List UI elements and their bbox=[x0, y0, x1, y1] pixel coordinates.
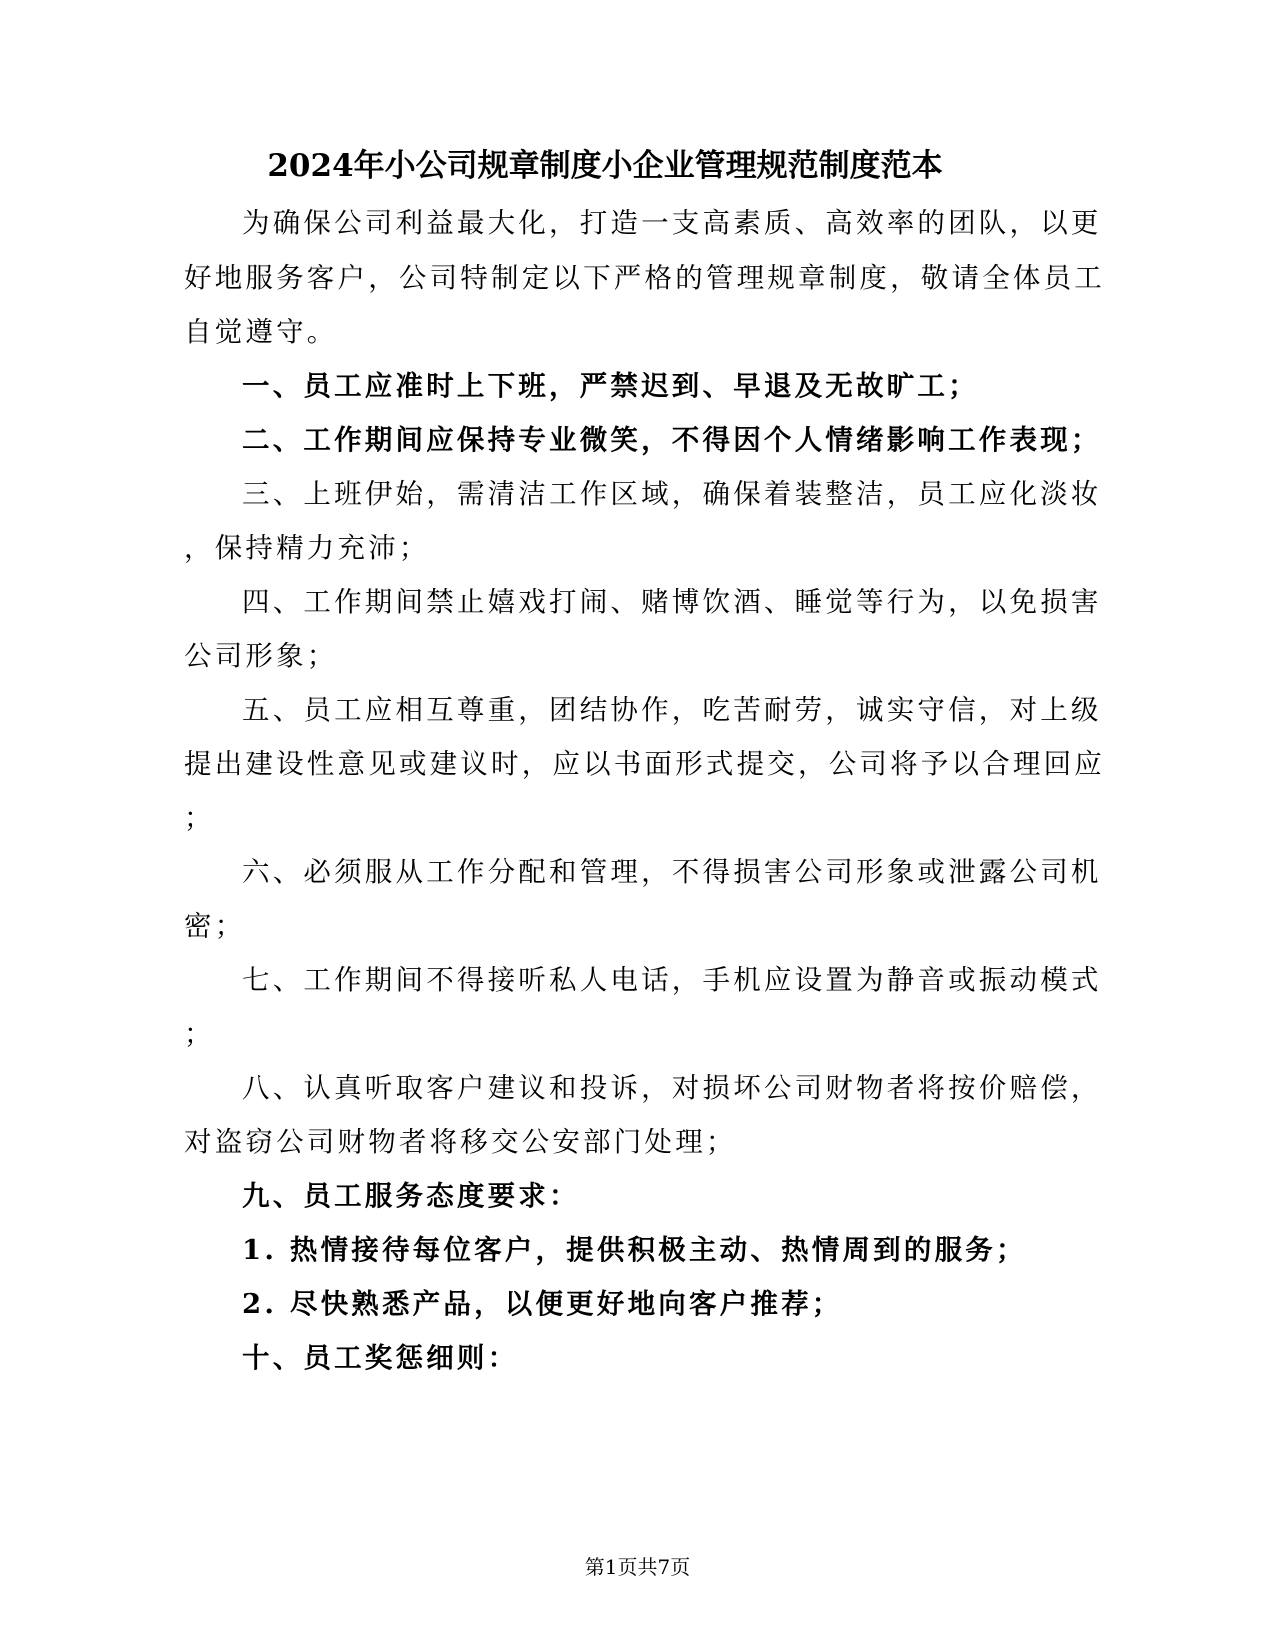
rule-9-item-2: 2. 尽快熟悉产品，以便更好地向客户推荐； bbox=[242, 1288, 843, 1320]
intro-line-3: 自觉遵守。 bbox=[184, 316, 338, 348]
page-number: 第1页共7页 bbox=[584, 1555, 691, 1579]
rule-7-line-1: 七、工作期间不得接听私人电话，手机应设置为静音或振动模式 bbox=[242, 964, 1102, 996]
rule-4-line-2: 公司形象； bbox=[184, 640, 338, 672]
rule-10-heading: 十、员工奖惩细则： bbox=[242, 1342, 519, 1374]
rule-1: 一、员工应准时上下班，严禁迟到、早退及无故旷工； bbox=[242, 370, 979, 402]
rule-9-heading: 九、员工服务态度要求： bbox=[242, 1180, 580, 1212]
rule-7-line-2: ； bbox=[184, 1018, 215, 1050]
intro-line-2: 好地服务客户，公司特制定以下严格的管理规章制度，敬请全体员工 bbox=[184, 262, 1105, 294]
rule-8-line-1: 八、认真听取客户建议和投诉，对损坏公司财物者将按价赔偿， bbox=[242, 1072, 1102, 1104]
rule-5-line-3: ； bbox=[184, 802, 215, 834]
rule-6-line-2: 密； bbox=[184, 910, 246, 942]
rule-8-line-2: 对盗窃公司财物者将移交公安部门处理； bbox=[184, 1126, 737, 1158]
page-title: 2024年小公司规章制度小企业管理规范制度范本 bbox=[267, 148, 943, 184]
rule-6-line-1: 六、必须服从工作分配和管理，不得损害公司形象或泄露公司机 bbox=[242, 856, 1102, 888]
rule-5-line-2: 提出建设性意见或建议时，应以书面形式提交，公司将予以合理回应 bbox=[184, 748, 1105, 780]
rule-5-line-1: 五、员工应相互尊重，团结协作，吃苦耐劳，诚实守信，对上级 bbox=[242, 694, 1102, 726]
rule-9-item-1: 1. 热情接待每位客户，提供积极主动、热情周到的服务； bbox=[242, 1234, 1027, 1266]
rule-3-line-1: 三、上班伊始，需清洁工作区域，确保着装整洁，员工应化淡妆 bbox=[242, 478, 1102, 510]
rule-4-line-1: 四、工作期间禁止嬉戏打闹、赌博饮酒、睡觉等行为，以免损害 bbox=[242, 586, 1102, 618]
intro-line-1: 为确保公司利益最大化，打造一支高素质、高效率的团队，以更 bbox=[242, 207, 1102, 239]
rule-2: 二、工作期间应保持专业微笑，不得因个人情绪影响工作表现； bbox=[242, 424, 1102, 456]
rule-3-line-2: ，保持精力充沛； bbox=[184, 532, 430, 564]
